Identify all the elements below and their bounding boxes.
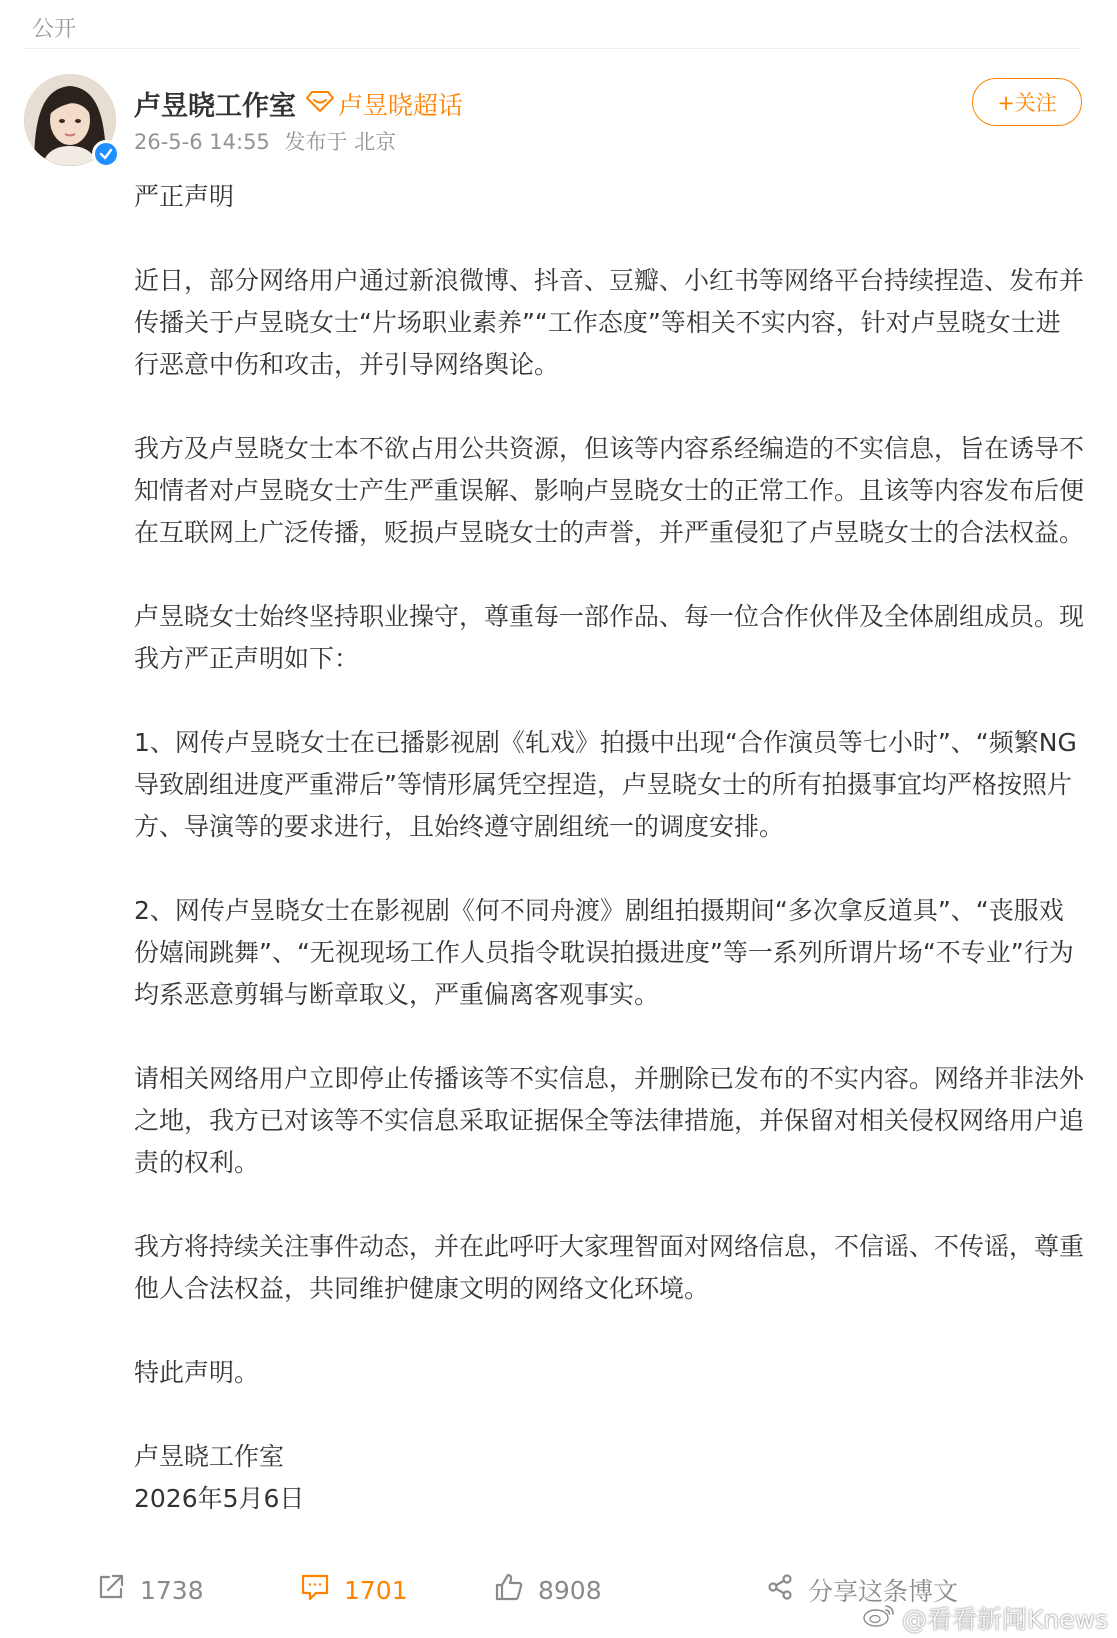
comment-button[interactable] bbox=[300, 1572, 408, 1608]
author-name[interactable]: 卢昱晓工作室 bbox=[134, 91, 296, 122]
post-paragraph: 请相关网络用户立即停止传播该等不实信息，并删除已发布的不实内容。网络并非法外之地，我方已对该等不实信息采取证据保全等法律措施，并保留对相关侵权网络用户追责的权利。 bbox=[134, 1064, 1085, 1177]
post-paragraph: 特此声明。 bbox=[134, 1358, 260, 1387]
follow-button[interactable]: +关注 bbox=[972, 78, 1082, 126]
post-location: 发布于 北京 bbox=[284, 130, 397, 154]
statement-title: 严正声明 bbox=[134, 182, 235, 211]
post-meta bbox=[134, 126, 396, 156]
comment-count: 1701 bbox=[344, 1575, 408, 1605]
like-button[interactable] bbox=[494, 1572, 602, 1608]
post-paragraph: 我方将持续关注事件动态，并在此呼吁大家理智面对网络信息，不信谣、不传谣，尊重他人合法权益，共同维护健康文明的网络文化环境。 bbox=[134, 1232, 1085, 1303]
repost-icon bbox=[96, 1572, 140, 1608]
repost-count: 1738 bbox=[140, 1575, 204, 1605]
post-paragraph: 2、网传卢昱晓女士在影视剧《何不同舟渡》剧组拍摄期间“多次拿反道具”、“丧服戏份嬉闹跳舞”、“无视现场工作人员指令耽误拍摄进度”等一系列所谓片场“不专业”行为均系恶意剪辑与断章取义，严重偏离客观事实。 bbox=[134, 896, 1074, 1009]
like-icon bbox=[494, 1572, 538, 1608]
post-time[interactable]: 26-5-6 14:55 bbox=[134, 130, 270, 154]
watermark bbox=[862, 1600, 1108, 1636]
post-paragraph: 卢昱晓女士始终坚持职业操守，尊重每一部作品、每一位合作伙伴及全体剧组成员。现我方严正声明如下： bbox=[134, 602, 1085, 673]
share-icon bbox=[766, 1573, 808, 1607]
post-paragraph: 我方及卢昱晓女士本不欲占用公共资源，但该等内容系经编造的不实信息，旨在诱导不知情者对卢昱晓女士产生严重误解、影响卢昱晓女士的正常工作。且该等内容发布后便在互联网上广泛传播，贬损卢昱晓女士的声誉，并严重侵犯了卢昱晓女士的合法权益。 bbox=[134, 434, 1085, 547]
weibo-logo-icon bbox=[862, 1602, 902, 1634]
post-paragraph: 近日，部分网络用户通过新浪微博、抖音、豆瓣、小红书等网络平台持续捏造、发布并传播关于卢昱晓女士“片场职业素养”“工作态度”等相关不实内容，针对卢昱晓女士进行恶意中伤和攻击，并引导网络舆论。 bbox=[134, 266, 1085, 379]
author-avatar-container[interactable] bbox=[24, 74, 116, 166]
watermark-text: @看看新闻Knews bbox=[902, 1605, 1109, 1634]
header-divider bbox=[24, 48, 1081, 49]
post-content bbox=[134, 176, 1084, 1520]
repost-button[interactable] bbox=[96, 1572, 204, 1608]
super-topic-icon bbox=[306, 89, 338, 118]
share-label: 分享这条博文 bbox=[808, 1577, 959, 1606]
author-row bbox=[134, 84, 463, 123]
like-count: 8908 bbox=[538, 1575, 602, 1605]
comment-icon bbox=[300, 1572, 344, 1608]
verified-icon bbox=[92, 140, 120, 168]
statement-date: 2026年5月6日 bbox=[134, 1484, 305, 1513]
super-topic-label: 卢昱晓超话 bbox=[338, 90, 464, 120]
super-topic-link[interactable] bbox=[306, 86, 463, 122]
post-paragraph: 1、网传卢昱晓女士在已播影视剧《轧戏》拍摄中出现“合作演员等七小时”、“频繁NG导致剧组进度严重滞后”等情形属凭空捏造，卢昱晓女士的所有拍摄事宜均严格按照片方、导演等的要求进行，且始终遵守剧组统一的调度安排。 bbox=[134, 728, 1077, 841]
visibility-label: 公开 bbox=[32, 17, 77, 42]
signature: 卢昱晓工作室 bbox=[134, 1442, 285, 1471]
